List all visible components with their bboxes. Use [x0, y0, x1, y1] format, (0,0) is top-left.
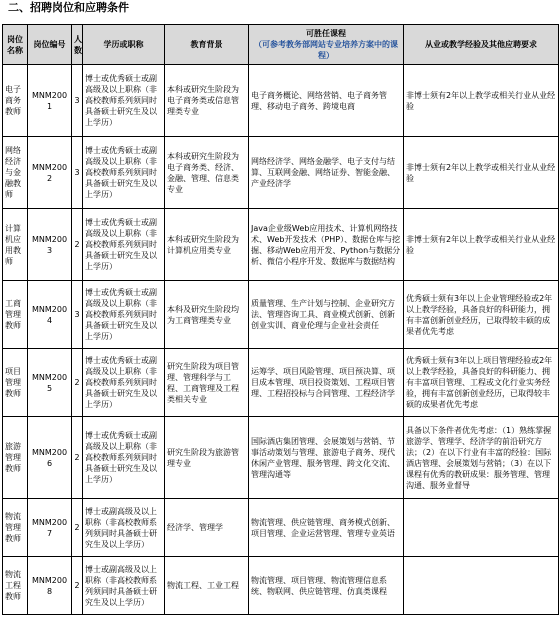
- table-row: [3, 137, 559, 209]
- cell-courses: 物流管理、项目管理、物流管理信息系统、物联网、供应链管理、仿真类课程: [249, 557, 404, 615]
- table-row: [3, 417, 559, 499]
- header-courses: [249, 25, 404, 65]
- table-row: [3, 349, 559, 417]
- cell-background: 经济学、管理学: [165, 499, 249, 557]
- cell-position: 物流工程教师: [3, 557, 28, 615]
- cell-background: 本科及研究生阶段均为工商管理类专业: [165, 281, 249, 349]
- cell-code: MNM2002: [28, 137, 72, 209]
- header-courses-note: （可参考教务部网站专业培养方案中的课程）: [254, 40, 398, 60]
- cell-experience: 非博士须有2年以上教学或相关行业从业经验: [404, 209, 559, 281]
- cell-code: MNM2004: [28, 281, 72, 349]
- cell-degree: 博士或优秀硕士或副高级及以上职称（非高校教师系列须同时具备硕士研究生及以上学历）: [83, 209, 165, 281]
- cell-experience: 非博士须有2年以上教学或相关行业从业经验: [404, 137, 559, 209]
- cell-background: 本科或研究生阶段为计算机应用类专业: [165, 209, 249, 281]
- header-count: 人数: [72, 25, 83, 65]
- cell-experience: [404, 499, 559, 557]
- cell-count: 3: [72, 281, 83, 349]
- cell-position: 项目管理教师: [3, 349, 28, 417]
- cell-degree: 博士或优秀硕士或副高级及以上职称（非高校教师系列须同时具备硕士研究生及以上学历）: [83, 349, 165, 417]
- cell-courses: 网络经济学、网络金融学、电子支付与结算、互联网金融、网络证券、智能金融、产业经济学: [249, 137, 404, 209]
- cell-courses: 物流管理、供应链管理、商务模式创新、项目管理、企业运营管理、管理专业英语: [249, 499, 404, 557]
- table-row: [3, 65, 559, 137]
- cell-position: 物流管理教师: [3, 499, 28, 557]
- cell-background: 研究生阶段为旅游管理专业: [165, 417, 249, 499]
- cell-code: MNM2005: [28, 349, 72, 417]
- cell-courses: 国际酒店集团管理、会展策划与营销、节事活动策划与管理、旅游电子商务、现代休闲产业管理、服务管理、跨文化交流、管理沟通等: [249, 417, 404, 499]
- cell-position: 网络经济与金融教师: [3, 137, 28, 209]
- cell-background: 物流工程、工业工程: [165, 557, 249, 615]
- cell-position: 旅游管理教师: [3, 417, 28, 499]
- cell-count: 2: [72, 557, 83, 615]
- header-courses-title: 可胜任课程: [306, 29, 346, 38]
- cell-experience: 非博士须有2年以上教学或相关行业从业经验: [404, 65, 559, 137]
- cell-count: 2: [72, 499, 83, 557]
- cell-degree: 博士或优秀硕士或副高级及以上职称（非高校教师系列须同时具备硕士研究生及以上学历）: [83, 65, 165, 137]
- cell-count: 2: [72, 209, 83, 281]
- cell-code: MNM2003: [28, 209, 72, 281]
- header-position: 岗位名称: [3, 25, 28, 65]
- cell-count: 2: [72, 349, 83, 417]
- cell-experience: 优秀硕士须有3年以上项目管理经验或2年以上教学经验，具备良好的科研能力、拥有丰富项目管理、工程或文化行业实务经验，拥有丰富创新创业经历，已取得较丰硕的成果者优先考虑: [404, 349, 559, 417]
- table-row: [3, 281, 559, 349]
- cell-count: 3: [72, 137, 83, 209]
- table-row: [3, 557, 559, 615]
- header-background: 教育背景: [165, 25, 249, 65]
- cell-degree: 博士或优秀硕士或副高级及以上职称（非高校教师系列须同时具备硕士研究生及以上学历）: [83, 137, 165, 209]
- cell-degree: 博士或副高级及以上职称（非高校教师系列须同时具备硕士研究生及以上学历）: [83, 557, 165, 615]
- cell-courses: 电子商务概论、网络营销、电子商务管理、移动电子商务、跨境电商: [249, 65, 404, 137]
- cell-experience: 具备以下条件者优先考虑：（1）熟练掌握旅游学、管理学、经济学的前沿研究方法；（2）在以下行业有丰富的经验：国际酒店管理、会展策划与营销；（3）在以下课程有优秀的教研成果：服务管理、管理沟通、服务业督导: [404, 417, 559, 499]
- cell-degree: 博士或优秀硕士或副高级及以上职称（非高校教师系列须同时具备硕士研究生及以上学历）: [83, 281, 165, 349]
- cell-background: 本科或研究生阶段为电子商务类、经济、金融、管理、信息类专业: [165, 137, 249, 209]
- cell-count: 3: [72, 65, 83, 137]
- cell-experience: [404, 557, 559, 615]
- cell-code: MNM2008: [28, 557, 72, 615]
- cell-code: MNM2007: [28, 499, 72, 557]
- cell-background: 研究生阶段为项目管理、管理科学与工程、工商管理及工程类相关专业: [165, 349, 249, 417]
- header-code: 岗位编号: [28, 25, 72, 65]
- recruitment-table: [2, 24, 559, 615]
- cell-courses: 运筹学、项目风险管理、项目预决算、项目成本管理、项目投资策划、工程项目管理、工程招投标与合同管理、工程经济学: [249, 349, 404, 417]
- cell-experience: 优秀硕士须有3年以上企业管理经验或2年以上教学经验，具备良好的科研能力，拥有丰富创新创业经历，已取得较丰硕的成果者优先考虑: [404, 281, 559, 349]
- cell-degree: 博士或优秀硕士或副高级及以上职称（非高校教师系列须同时具备硕士研究生及以上学历）: [83, 417, 165, 499]
- cell-count: 2: [72, 417, 83, 499]
- header-row: [3, 25, 559, 65]
- header-experience: 从业或教学经验及其他应聘要求: [404, 25, 559, 65]
- cell-degree: 博士或副高级及以上职称（非高校教师系列须同时具备硕士研究生及以上学历）: [83, 499, 165, 557]
- cell-position: 工商管理教师: [3, 281, 28, 349]
- header-degree: 学历或职称: [83, 25, 165, 65]
- cell-courses: 质量管理、生产计划与控制、企业研究方法、管理咨询工具、商业模式创新、创新创业实训、商业伦理与企业社会责任: [249, 281, 404, 349]
- cell-code: MNM2006: [28, 417, 72, 499]
- cell-position: 电子商务教师: [3, 65, 28, 137]
- table-row: [3, 499, 559, 557]
- cell-position: 计算机应用教师: [3, 209, 28, 281]
- table-row: [3, 209, 559, 281]
- section-title: 二、招聘岗位和应聘条件: [8, 1, 129, 14]
- cell-background: 本科或研究生阶段为电子商务类或信息管理类专业: [165, 65, 249, 137]
- cell-code: MNM2001: [28, 65, 72, 137]
- cell-courses: Java企业级Web应用技术、计算机网络技术、Web开发技术（PHP）、数据仓库与挖掘、移动Web应用开发、Python与数据分析、微信小程序开发、数据库与数据结构: [249, 209, 404, 281]
